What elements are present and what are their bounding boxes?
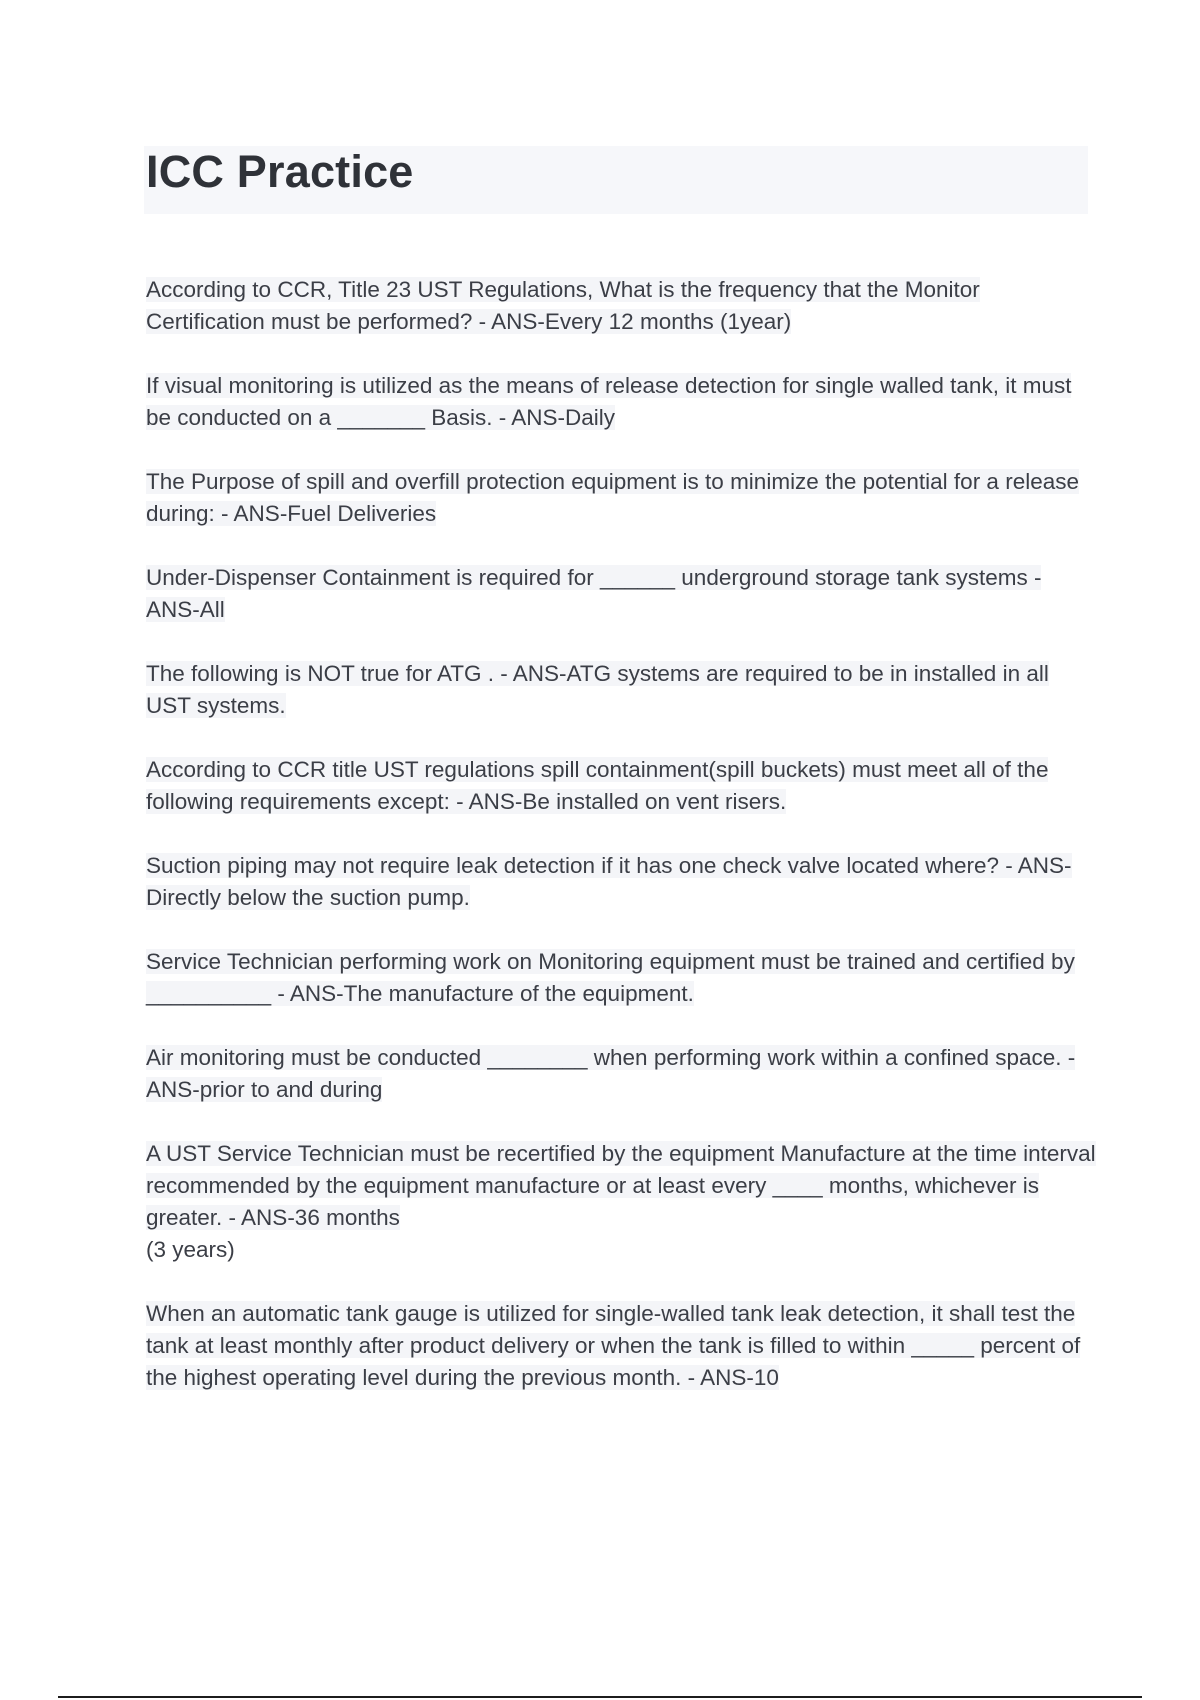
question-item-3: [146, 466, 1096, 530]
question-text: When an automatic tank gauge is utilized for single-walled tank leak detection, it shall test the tank at least monthly after product delivery or when the tank is filled to within _____ percent of the highest operating level during the previous month. - ANS-10: [146, 1301, 1081, 1390]
question-text: Under-Dispenser Containment is required for ______ underground storage tank systems - ANS-All: [146, 565, 1042, 622]
question-extra-text: (3 years): [146, 1237, 235, 1262]
question-text: The following is NOT true for ATG . - ANS-ATG systems are required to be in installed in all UST systems.: [146, 661, 1049, 718]
question-item-10: [146, 1138, 1096, 1266]
question-text: According to CCR title UST regulations spill containment(spill buckets) must meet all of the following requirements except: - ANS-Be installed on vent risers.: [146, 757, 1049, 814]
question-item-9: [146, 1042, 1096, 1106]
question-text: According to CCR, Title 23 UST Regulations, What is the frequency that the Monitor Certification must be performed? - ANS-Every 12 months (1year): [146, 277, 980, 334]
question-text: A UST Service Technician must be recertified by the equipment Manufacture at the time interval recommended by the equipment manufacture or at least every ____ months, whichever is greater. - ANS-36 months: [146, 1141, 1096, 1230]
question-text: Suction piping may not require leak detection if it has one check valve located where? - ANS-Directly below the suction pump.: [146, 853, 1072, 910]
question-item-2: [146, 370, 1096, 434]
question-item-8: [146, 946, 1096, 1010]
question-item-6: [146, 754, 1096, 818]
question-text: The Purpose of spill and overfill protection equipment is to minimize the potential for a release during: - ANS-Fuel Deliveries: [146, 469, 1079, 526]
question-item-11: [146, 1298, 1096, 1394]
question-text: Service Technician performing work on Monitoring equipment must be trained and certified by __________ - ANS-The manufacture of the equipment.: [146, 949, 1075, 1006]
question-text: Air monitoring must be conducted ________ when performing work within a confined space. - ANS-prior to and during: [146, 1045, 1076, 1102]
question-item-7: [146, 850, 1096, 914]
footer-divider: [58, 1696, 1142, 1698]
question-item-1: [146, 274, 1096, 338]
page-title: ICC Practice: [146, 146, 414, 197]
question-text: If visual monitoring is utilized as the means of release detection for single walled tank, it must be conducted on a _______ Basis. - ANS-Daily: [146, 373, 1072, 430]
question-item-5: [146, 658, 1096, 722]
question-item-4: [146, 562, 1096, 626]
question-list: [146, 274, 1096, 1426]
